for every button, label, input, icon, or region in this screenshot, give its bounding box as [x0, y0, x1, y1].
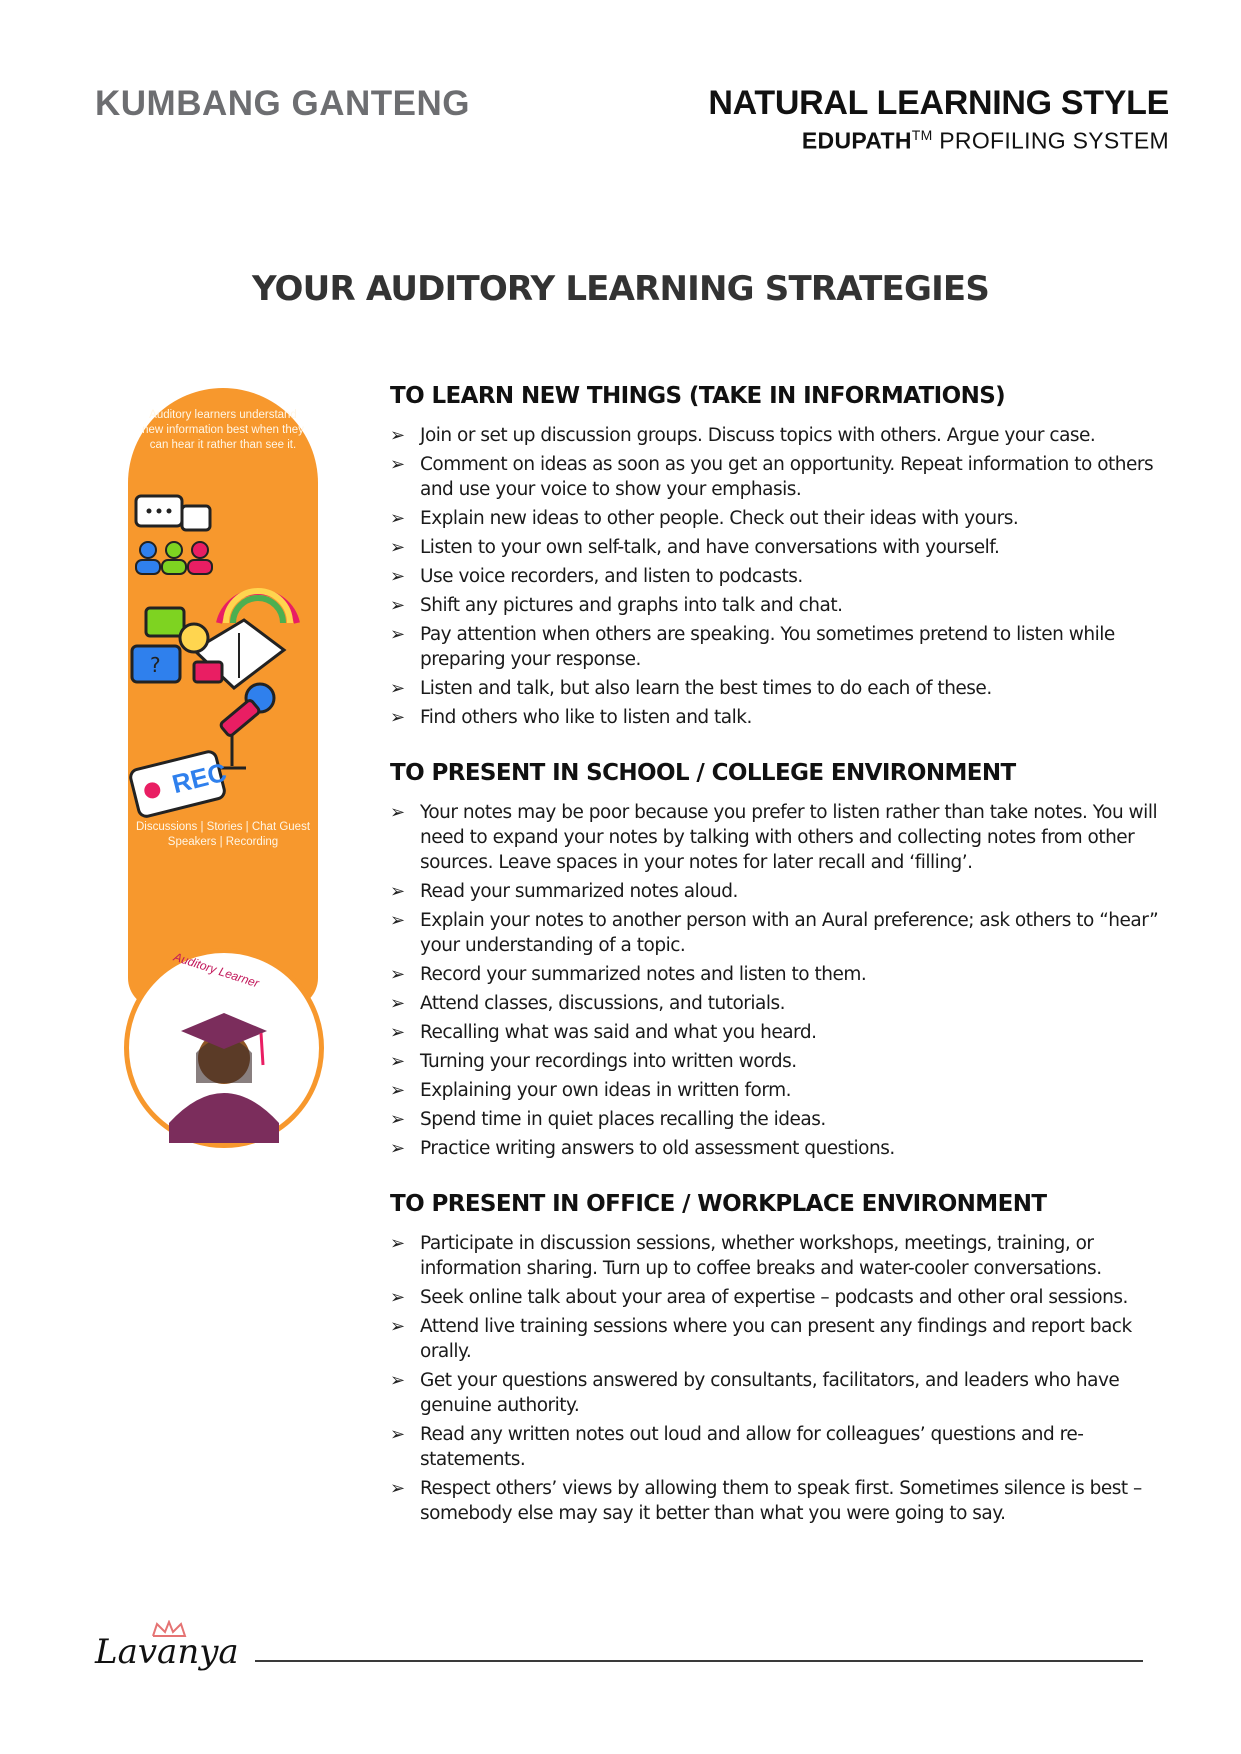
section-title: TO PRESENT IN SCHOOL / COLLEGE ENVIRONMENT: [390, 760, 1016, 786]
list-item: ➢ Read any written notes out loud and allow for colleagues’ questions and re-statements.: [390, 1424, 1084, 1470]
trademark: TM: [911, 127, 933, 143]
list-item: ➢ Explain new ideas to other people. Check out their ideas with yours.: [390, 508, 1019, 529]
group-people-icon: [136, 542, 212, 574]
badge-label: Auditory Learner: [172, 949, 261, 991]
arrow-bullet-icon: ➢: [390, 881, 405, 902]
list-item: ➢ Read your summarized notes aloud.: [390, 881, 738, 902]
arrow-bullet-icon: ➢: [390, 993, 405, 1014]
list-item: ➢ Listen to your own self-talk, and have conversations with yourself.: [390, 537, 1000, 558]
report-header: [708, 84, 1169, 155]
list-item: ➢ Shift any pictures and graphs into talk and chat.: [390, 595, 843, 616]
list-item: ➢ Participate in discussion sessions, whether workshops, meetings, training, or information sharing. Turn up to coffee breaks and water-cooler conversations.: [390, 1233, 1102, 1279]
list-item: ➢ Respect others’ views by allowing them to speak first. Sometimes silence is best – somebody else may say it better than what you were going to say.: [390, 1478, 1142, 1524]
arrow-bullet-icon: ➢: [390, 1080, 405, 1101]
auditory-learner-banner: [124, 388, 324, 1148]
subtitle-rest: PROFILING SYSTEM: [932, 127, 1169, 154]
arrow-bullet-icon: ➢: [390, 964, 405, 985]
microphone-icon: [218, 684, 274, 768]
list-item: ➢ Attend classes, discussions, and tutorials.: [390, 993, 786, 1014]
list-item: ➢ Turning your recordings into written words.: [390, 1051, 797, 1072]
arrow-bullet-icon: ➢: [390, 624, 405, 645]
arrow-bullet-icon: ➢: [390, 1424, 405, 1445]
arrow-bullet-icon: ➢: [390, 1109, 405, 1130]
svg-text:?: ?: [150, 653, 161, 677]
arrow-bullet-icon: ➢: [390, 1022, 405, 1043]
arrow-bullet-icon: ➢: [390, 678, 405, 699]
student-name: KUMBANG GANTENG: [95, 84, 470, 123]
arrow-bullet-icon: ➢: [390, 802, 405, 823]
report-title: NATURAL LEARNING STYLE: [708, 84, 1169, 122]
arrow-bullet-icon: ➢: [390, 1138, 405, 1159]
page-title: YOUR AUDITORY LEARNING STRATEGIES: [251, 269, 990, 309]
list-item: ➢ Get your questions answered by consultants, facilitators, and leaders who have genuine authority.: [390, 1370, 1120, 1416]
arrow-bullet-icon: ➢: [390, 1478, 405, 1499]
bullet-list: [390, 423, 1180, 730]
list-item: ➢ Practice writing answers to old assessment questions.: [390, 1138, 895, 1159]
bullet-list: [390, 1231, 1180, 1526]
graduate-avatar-icon: [129, 953, 319, 1143]
banner-caption: Discussions | Stories | Chat Guest Speakers | Recording: [135, 821, 311, 848]
arrow-bullet-icon: ➢: [390, 707, 405, 728]
footer-divider: [255, 1660, 1143, 1662]
crown-icon: [149, 1620, 189, 1638]
report-subtitle: [708, 127, 1169, 155]
arrow-bullet-icon: ➢: [390, 1233, 405, 1254]
section-school: [390, 760, 1180, 1161]
brand-logo: Lavanya: [95, 1632, 239, 1672]
list-item: ➢ Attend live training sessions where you can present any findings and report back orally.: [390, 1316, 1132, 1362]
list-item: ➢ Explain your notes to another person with an Aural preference; ask others to “hear” your understanding of a topic.: [390, 910, 1159, 956]
section-title: TO PRESENT IN OFFICE / WORKPLACE ENVIRONMENT: [390, 1191, 1047, 1217]
arrow-bullet-icon: ➢: [390, 910, 405, 931]
chat-bubbles-icon: [136, 496, 210, 530]
brand-name: EDUPATH: [801, 127, 912, 154]
list-item: ➢ Find others who like to listen and talk.: [390, 707, 752, 728]
arrow-bullet-icon: ➢: [390, 425, 405, 446]
arrow-bullet-icon: ➢: [390, 566, 405, 587]
list-item: ➢ Join or set up discussion groups. Discuss topics with others. Argue your case.: [390, 425, 1096, 446]
list-item: ➢ Your notes may be poor because you prefer to listen rather than take notes. You will need to expand your notes by talking with others and collecting notes from other sources. Leave spaces in your notes for later recall and ‘filling’.: [390, 802, 1158, 873]
arrow-bullet-icon: ➢: [390, 1051, 405, 1072]
list-item: ➢ Recalling what was said and what you heard.: [390, 1022, 817, 1043]
list-item: ➢ Pay attention when others are speaking. You sometimes pretend to listen while preparing your response.: [390, 624, 1115, 670]
list-item: ➢ Listen and talk, but also learn the best times to do each of these.: [390, 678, 992, 699]
list-item: ➢ Record your summarized notes and listen to them.: [390, 964, 867, 985]
arrow-bullet-icon: ➢: [390, 1287, 405, 1308]
section-learn: [390, 383, 1180, 730]
rec-label: REC: [169, 756, 230, 800]
list-item: ➢ Comment on ideas as soon as you get an opportunity. Repeat information to others and use your voice to show your emphasis.: [390, 454, 1154, 500]
arrow-bullet-icon: ➢: [390, 508, 405, 529]
strategies-content: [390, 383, 1180, 1556]
list-item: ➢ Seek online talk about your area of expertise – podcasts and other oral sessions.: [390, 1287, 1128, 1308]
arrow-bullet-icon: ➢: [390, 454, 405, 475]
section-workplace: [390, 1191, 1180, 1526]
list-item: ➢ Explaining your own ideas in written form.: [390, 1080, 791, 1101]
arrow-bullet-icon: ➢: [390, 1370, 405, 1391]
list-item: ➢ Spend time in quiet places recalling the ideas.: [390, 1109, 826, 1130]
arrow-bullet-icon: ➢: [390, 537, 405, 558]
banner-intro-text: Auditory learners understand new information best when they can hear it rather than see it.: [142, 409, 304, 451]
list-item: ➢ Use voice recorders, and listen to podcasts.: [390, 566, 803, 587]
arrow-bullet-icon: ➢: [390, 595, 405, 616]
bullet-list: [390, 800, 1180, 1161]
arrow-bullet-icon: ➢: [390, 1316, 405, 1337]
section-title: TO LEARN NEW THINGS (TAKE IN INFORMATIONS): [390, 383, 1006, 409]
